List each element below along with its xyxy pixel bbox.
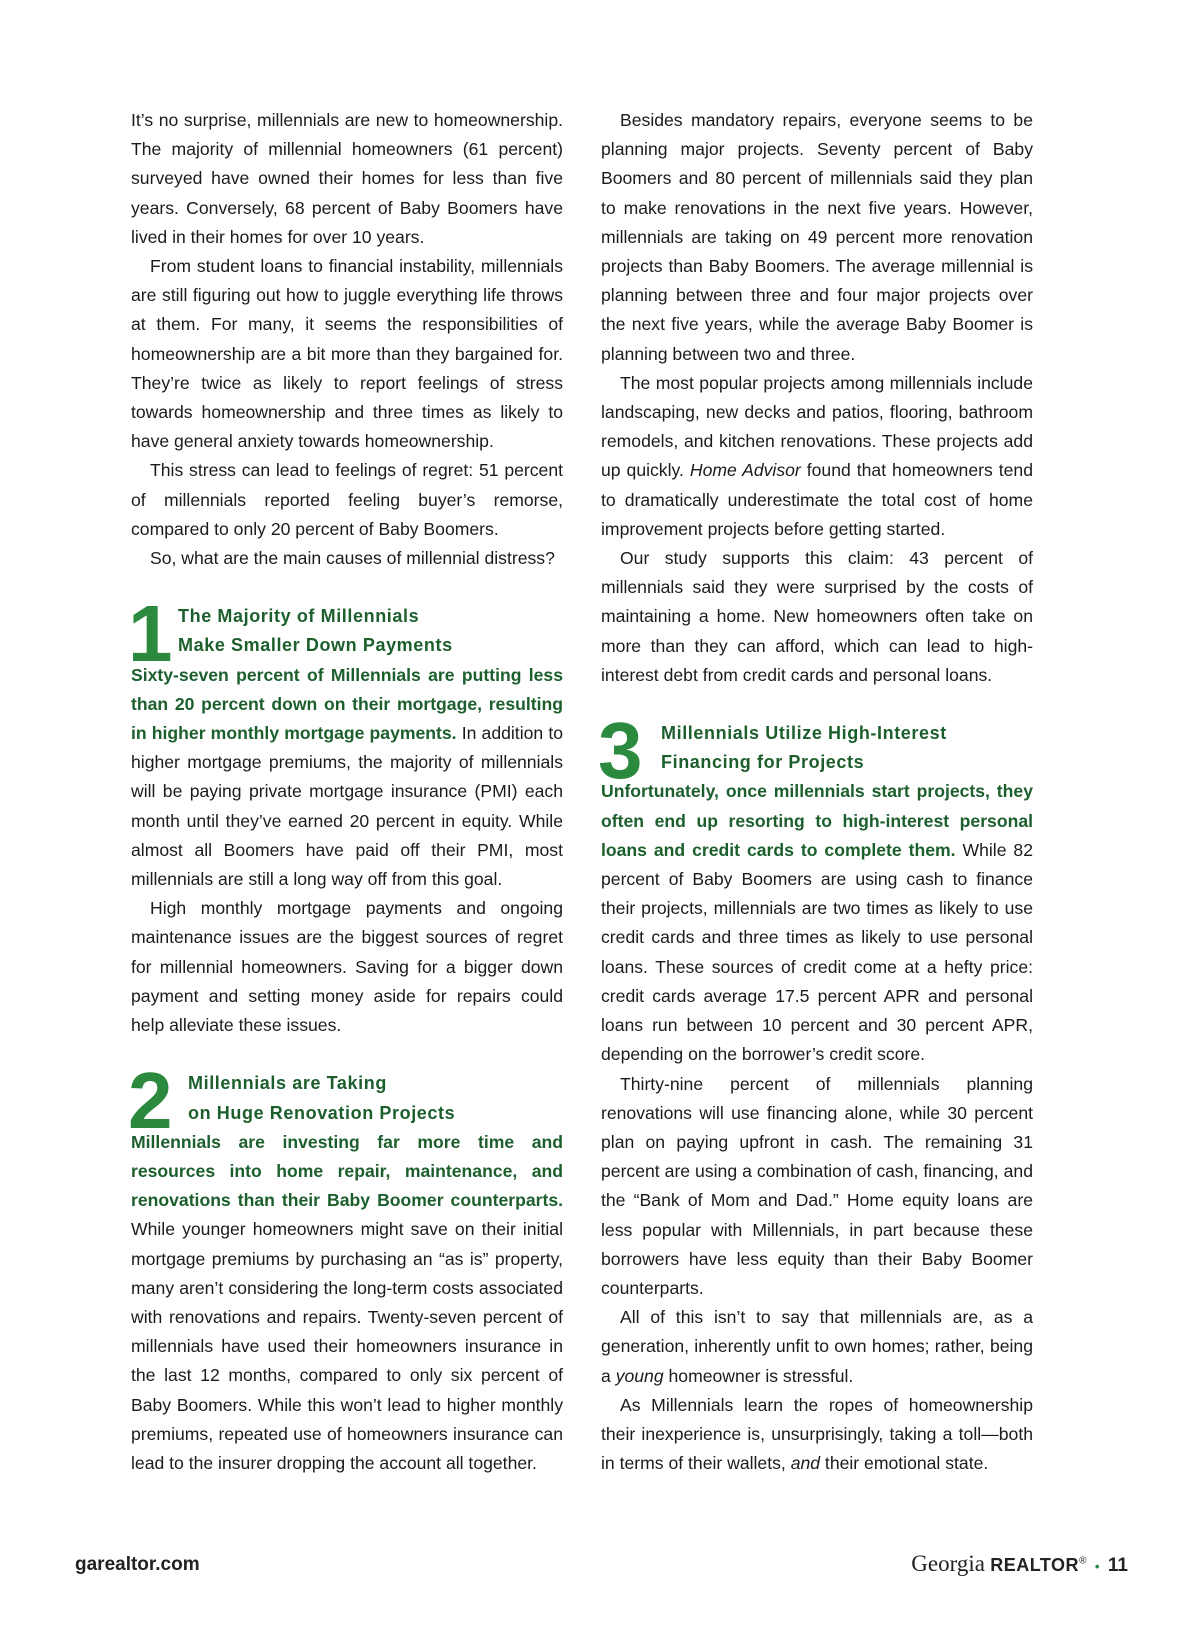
final-paragraph [601,1391,1033,1479]
footer-separator: • [1094,1558,1100,1574]
section-1-number: 1 [128,589,173,679]
intro-paragraph-4: So, what are the main causes of millennial distress? [150,548,555,569]
section-3-heading [598,706,1033,796]
section-1-lead-paragraph [131,661,563,895]
popular-projects-text: The most popular projects among millennials include landscaping, new decks and patios, flooring, bathroom remodels, and kitchen renovations. These projects add up quickly. [601,372,1033,481]
section-3-lead-rest: While 82 percent of Baby Boomers are using cash to finance their projects, millennials are two times as likely to use credit cards and three times as likely to use personal loans. These sources of credit come at a hefty price: credit cards average 17.5 percent APR and personal loans run between 10 percent and 30 percent APR, depending on the borrower’s credit score. [601,839,1034,1065]
footer-registered: ® [1079,1555,1087,1567]
section-1-lead-rest: In addition to higher mortgage premiums, the majority of millennials will be paying private mortgage insurance (PMI) each month until they’ve earned 20 percent in equity. While almost all Boomers have paid off their PMI, most millennials are still a long way off from this goal. [131,723,563,890]
section-3-title-line-2: Financing for Projects [661,752,865,773]
closing-italic: young [615,1365,664,1386]
section-1-title-line-2: Make Smaller Down Payments [178,635,453,656]
popular-projects-paragraph [601,369,1033,544]
section-1-heading [128,589,563,679]
section-2-title-line-1: Millennials are Taking [188,1073,387,1094]
page-number: 11 [1107,1555,1128,1576]
section-2-title-line-2: on Huge Renovation Projects [188,1102,456,1123]
closing-text-end: homeowner is stressful. [663,1365,854,1386]
study-paragraph: Our study supports this claim: 43 percent of millennials said they were surprised by the costs of maintaining a home. New homeowners often take on more than they can afford, which can lead to high-interest debt from credit cards and personal loans. [601,548,1033,685]
footer-brand-page [911,1551,1128,1577]
home-advisor-source: Home Advisor [689,460,801,481]
footer-website: garealtor.com [75,1554,200,1575]
closing-text: All of this isn’t to say that millennials are, as a generation, inherently unfit to own homes; rather, being a [601,1307,1033,1386]
left-column [128,106,563,1478]
popular-projects-text-end: found that homeowners tend to dramatically underestimate the total cost of home improvement projects before getting started. [601,460,1033,539]
intro-paragraph-1: It’s no surprise, millennials are new to homeownership. The majority of millennial homeowners (61 percent) surveyed have owned their homes for less than five years. Conversely, 68 percent of Baby Boomers have lived in their homes for over 10 years. [131,110,563,247]
section-3-number: 3 [598,706,643,796]
final-text: As Millennials learn the ropes of homeownership their inexperience is, unsurprisingly, taking a toll—both in terms of their wallets, [601,1394,1033,1474]
renovation-plans-paragraph: Besides mandatory repairs, everyone seems to be planning major projects. Seventy percent of Baby Boomers and 80 percent of millennials said they plan to make renovations in the next five years. However, millennials are taking on 49 percent more renovation projects than Baby Boomers. The average millennial is planning between three and four major projects over the next five years, while the average Baby Boomer is planning between two and three. [601,110,1033,364]
section-1-title-line-1: The Majority of Millennials [178,606,420,627]
intro-paragraph-2: From student loans to financial instability, millennials are still figuring out how to juggle everything life throws at them. For many, it seems the responsibilities of homeownership are a bit more than they bargained for. They’re twice as likely to report feelings of stress towards homeownership and three times as likely to have general anxiety towards homeownership. [131,256,563,452]
section-2-lead-rest: While younger homeowners might save on their initial mortgage premiums by purchasing an “as is” property, many aren’t considering the long-term costs associated with renovations and repairs. Twenty-seven percent of millennials have used their homeowners insurance in the last 12 months, compared to only six percent of Baby Boomers. While this won’t lead to higher monthly premiums, repeated use of homeowners insurance can lead to the insurer dropping the account all together. [131,1219,563,1473]
section-1-lead: Sixty-seven percent of Millennials are putting less than 20 percent down on their mortgage, resulting in higher monthly mortgage payments. [131,664,563,744]
section-2-lead: Millennials are investing far more time and resources into home repair, maintenance, and renovations than their Baby Boomer counterparts. [131,1131,563,1211]
intro-paragraph-3: This stress can lead to feelings of regret: 51 percent of millennials reported feeling buyer’s remorse, compared to only 20 percent of Baby Boomers. [131,460,563,539]
section-2-lead-paragraph [131,1128,563,1478]
section-2-heading [128,1056,563,1146]
closing-paragraph [601,1303,1033,1391]
section-3-lead: Unfortunately, once millennials start projects, they often end up resorting to high-interest personal loans and credit cards to complete them. [601,781,1033,860]
section-2-number: 2 [128,1056,173,1146]
section-1-paragraph: High monthly mortgage payments and ongoing maintenance issues are the biggest sources of regret for millennial homeowners. Saving for a bigger down payment and setting money aside for repairs could help alleviate these issues. [131,898,563,1036]
final-italic: and [790,1453,821,1474]
section-3-paragraph: Thirty-nine percent of millennials planning renovations will use financing alone, while 30 percent plan on paying upfront in cash. The remaining 31 percent are using a combination of cash, financing, and the “Bank of Mom and Dad.” Home equity loans are less popular with Millennials, in part because these borrowers have less equity than their Baby Boomer counterparts. [601,1073,1033,1298]
right-column [598,106,1034,1478]
footer-brand: Georgia [911,1551,985,1576]
section-3-lead-paragraph [601,777,1033,1069]
final-text-end: their emotional state. [820,1453,989,1474]
footer-realtor: REALTOR [990,1555,1080,1575]
section-3-title-line-1: Millennials Utilize High-Interest [661,723,947,744]
